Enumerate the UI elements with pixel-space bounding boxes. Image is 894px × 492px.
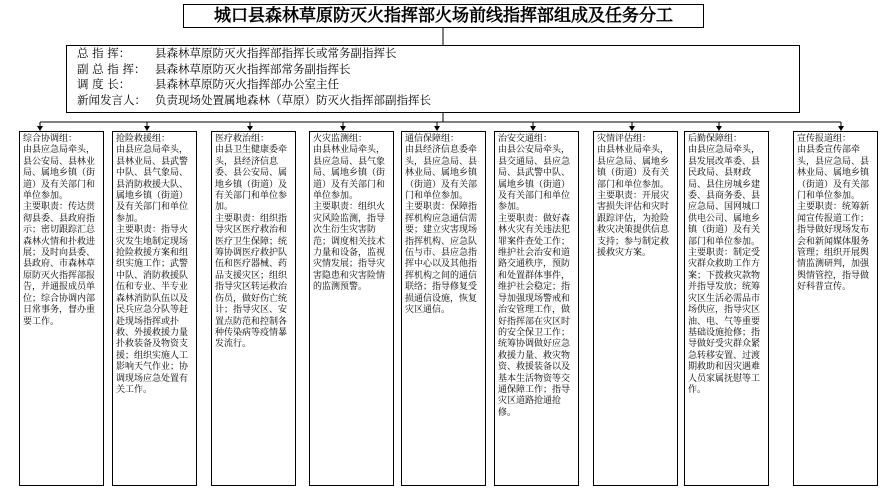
group-title: 火灾监测组： (313, 134, 368, 144)
group-title: 综合协调组： (23, 134, 78, 144)
group-text: 由县林业局牵头，县应急局、属地乡镇（街道）及有关部门和单位参加。 主要职责：开展灾害损失评估和灾时跟踪评估，为抢险救灾决策提供信息支持；参与制定救援救灾方案。 (597, 145, 670, 259)
group-text: 由县委宣传部牵头，县应急局、县林业局、属地乡镇（街道）及有关部门和单位参加。 主要职责：统筹新闻宣传报道工作；指导做好现场发布会和新闻媒体服务管理；组织开展舆情监测研判，加强舆情管控，指导做好科普宣传。 (797, 145, 870, 293)
command-label: 调 度 长： (77, 77, 131, 91)
command-label: 副 总 指 挥： (77, 61, 146, 76)
group-box-security-traffic (494, 131, 579, 486)
group-text: 由县经济信息委牵头，县应急局、县林业局、属地乡镇（街道）及有关部门和单位参加。 主要职责：保障指挥机构应急通信需要；建立灾害现场指挥机构、应急队伍与市、县应急指挥中心以及其他指挥机构之间的通信联络；指导修复受损通信设施，恢复灾区通信。 (405, 145, 478, 316)
group-title: 后勤保障组： (688, 134, 743, 144)
group-box-rescue (112, 131, 197, 486)
group-title: 抢险救援组： (116, 134, 171, 144)
group-box-publicity (793, 131, 878, 486)
command-label: 总 指 挥： (77, 46, 131, 60)
group-text: 由县应急局牵头，县发展改革委、县民政局、县财政局、县住房城乡建委、县商务委、县应急局、国网城口供电公司、属地乡镇（街道）及有关部门和单位参加。 主要职责：制定受灾群众救助工作方案；下拨救灾款物并指导发放；统筹灾区生活必需品市场供应，指导灾区油、电、气等重要基础设施抢修；指导做好受灾群众紧急转移安置、过渡期救助和因灾遇难人员家属抚慰等工作。 (688, 145, 761, 395)
group-title: 治安交通组： (498, 134, 553, 144)
command-text: 县森林草原防灭火指挥部常务副指挥长 (155, 61, 351, 76)
command-row-deputy (77, 62, 799, 78)
group-text: 由县公安局牵头，县交通局、县应急局、县武警中队、属地乡镇（街道）及有关部门和单位参加。 主要职责：做好森林火灾有关违法犯罪案件查处工作；维护社会治安和道路交通秩序，预防和处置群体事件，维护社会稳定；指导加强现场警戒和治安管理工作，做好指挥部在灾区时的安全保卫工作；统筹协调做好应急救援力量、救灾物资、救援装备以及基本生活物资等交通保障工作；指导灾区道路抢通抢修。 (498, 145, 571, 418)
command-row-dispatcher (77, 77, 799, 93)
group-box-logistics (684, 131, 769, 486)
group-box-monitoring (309, 131, 394, 486)
command-row-chief (77, 46, 799, 62)
group-text: 由县卫生健康委牵头，县经济信息委、县公安局、属地乡镇（街道）及有关部门和单位参加。 主要职责：组织指导灾区医疗救治和医疗卫生保障；统筹协调医疗救护队伍和医疗器械、药品支援灾区；组织指导灾区转运救治伤员，做好伤亡统计；指导灾区、安置点防范和控制各种传染病等疫情暴发流行。 (215, 145, 288, 350)
group-box-medical (211, 131, 296, 486)
group-title: 医疗救治组： (215, 134, 270, 144)
group-box-assessment (593, 131, 678, 486)
group-text: 由县应急局牵头，县公安局、县林业局、属地乡镇（街道）及有关部门和单位参加。 主要职责：传达贯彻县委、县政府指示；密切跟踪汇总森林火情和扑救进展；及时向县委、县政府、市森林草原防灭火指挥部报告，并通报成员单位；综合协调内部日常事务，督办重要工作。 (23, 145, 96, 327)
group-title: 灾情评估组： (597, 134, 652, 144)
group-title: 宣传报道组： (797, 134, 852, 144)
command-box (66, 45, 800, 113)
command-text: 县森林草原防灭火指挥部办公室主任 (155, 77, 339, 91)
group-text: 由县林业局牵头，县应急局、县气象局、属地乡镇（街道）及有关部门和单位参加。 主要职责：组织火灾风险监测，指导次生衍生灾害防范；调度相关技术力量和设备，监视灾情发展；指导灾害隐患和灾害险情的监测预警。 (313, 145, 386, 293)
group-box-communication (401, 131, 486, 486)
command-label: 新闻发言人： (77, 92, 146, 107)
command-row-spokesperson (77, 93, 799, 109)
group-title: 通信保障组： (405, 134, 460, 144)
chart-title: 城口县森林草原防灭火指挥部火场前线指挥部组成及任务分工 (183, 4, 704, 28)
group-text: 由县应急局牵头，县林业局、县武警中队、县气象局、县消防救援大队、属地乡镇（街道）及有关部门和单位参加。 主要职责：指导火灾发生地制定现场抢险救援方案和组织实施工作；武警中队、消防救援队伍和专业、半专业森林消防队伍以及民兵应急分队等赶赴现场指挥或扑救、外援救援力量扑救装备及物资支援；组织实施人工影响天气作业；协调现场应急处置有关工作。 (116, 145, 189, 395)
arrow-group (37, 122, 844, 131)
command-text: 负责现场处置属地森林（草原）防灭火指挥部副指挥长 (155, 92, 431, 107)
group-box-coordination (19, 131, 104, 486)
command-text: 县森林草原防灭火指挥部指挥长或常务副指挥长 (155, 46, 397, 60)
